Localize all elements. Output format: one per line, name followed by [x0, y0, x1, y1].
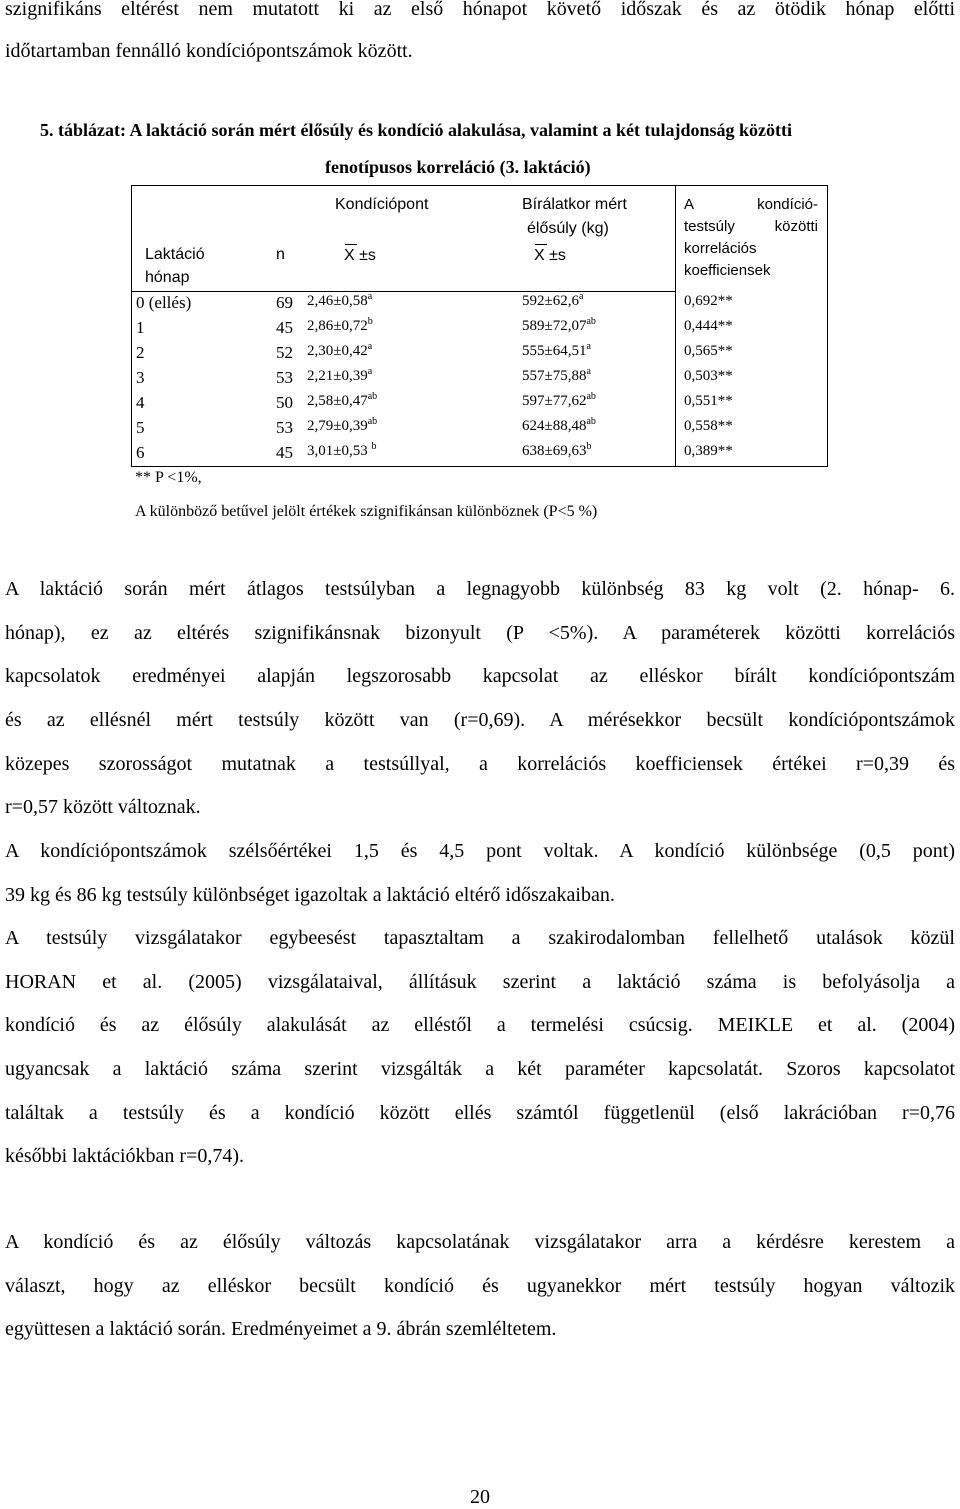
cell-corr: 0,558** [684, 418, 733, 434]
cell-cond: 3,01±0,53 $^b$ [307, 441, 377, 459]
cell-n: 45 [276, 318, 293, 337]
cell-n: 53 [276, 368, 293, 387]
cell-corr: 0,389** [684, 443, 733, 459]
p2-line: A kondíciópontszámok szélsőértékei 1,5 és 4,5 pont voltak. A kondíció különbsége (0,5 pont) [5, 840, 955, 862]
superscript-letter: ab [586, 391, 596, 402]
significance-note: ** P <1%, [135, 469, 202, 486]
header-condition: Kondíciópont [335, 196, 429, 213]
cell-cond: 2,30±0,42$^a$ [307, 341, 373, 359]
header-corr-4: koefficiensek [684, 262, 771, 279]
cell-corr: 0,444** [684, 318, 733, 334]
p4-line: A kondíció és az élősúly változás kapcsolatának vizsgálatakor arra a kérdésre kerestem a [5, 1231, 955, 1253]
cell-month: 4 [136, 393, 145, 412]
superscript-letter: b [586, 441, 592, 452]
superscript-letter: a [367, 341, 373, 352]
p1-line: A laktáció során mért átlagos testsúlyban a legnagyobb különbség 83 kg volt (2. hónap- 6. [5, 578, 955, 600]
cell-n: 69 [276, 293, 293, 312]
cell-n: 45 [276, 443, 293, 462]
p1-line: és az ellésnél mért testsúly között van (r=0,69). A mérésekkor becsült kondíciópontszámok [5, 709, 955, 731]
cell-cond: 2,58±0,47$^{ab}$ [307, 391, 378, 409]
cell-corr: 0,551** [684, 393, 733, 409]
x-bar-condition [345, 244, 357, 245]
p1-line: közepes szorosságot mutatnak a testsúllyal, a korrelációs koefficiensek értékei r=0,39 és [5, 753, 955, 775]
cell-n: 50 [276, 393, 293, 412]
cell-n: 53 [276, 418, 293, 437]
header-weight-2: élősúly (kg) [527, 220, 609, 237]
results-table [131, 185, 828, 467]
cell-n: 52 [276, 343, 293, 362]
cell-corr: 0,565** [684, 343, 733, 359]
header-lactation: Laktáció [145, 246, 205, 263]
header-weight-stat: X ±s [534, 247, 566, 264]
p4-line: választ, hogy az elléskor becsült kondíció és ugyanekkor mért testsúly hogyan változik [5, 1275, 955, 1297]
table-caption-line-1: 5. táblázat: A laktáció során mért élősúly és kondíció alakulása, valamint a két tulajdonság közötti [40, 120, 793, 140]
header-divider [132, 291, 675, 292]
header-month: hónap [145, 269, 190, 286]
superscript-letter: ab [367, 416, 378, 427]
header-corr-1: A kondíció- [684, 196, 818, 213]
superscript-letter: b [371, 441, 377, 452]
letters-note: A különböző betűvel jelölt értékek szignifikánsan különböznek (P<5 %) [135, 503, 598, 520]
p3-line: HORAN et al. (2005) vizsgálataival, állításuk szerint a laktáció száma is befolyásolja a [5, 971, 955, 993]
superscript-letter: ab [586, 316, 596, 327]
intro-line-2: időtartamban fennálló kondíciópontszámok között. [5, 40, 413, 62]
superscript-letter: a [367, 291, 373, 302]
cell-weight: 592±62,6$^a$ [522, 291, 584, 309]
p3-line: kondíció és az élősúly alakulását az elléstől a termelési csúcsig. MEIKLE et al. (2004) [5, 1014, 955, 1036]
p1-line: hónap), ez az eltérés szignifikánsnak bizonyult (P <5%). A paraméterek közötti korrelációs [5, 622, 955, 644]
p4-line: együttesen a laktáció során. Eredményeimet a 9. ábrán szemléltetem. [5, 1318, 557, 1340]
p3-line: későbbi laktációkban r=0,74). [5, 1145, 244, 1167]
p3-line: ugyancsak a laktáció száma szerint vizsgálták a két paraméter kapcsolatát. Szoros kapcsolatot [5, 1058, 955, 1080]
cell-cond: 2,46±0,58$^a$ [307, 291, 373, 309]
cell-weight: 555±64,51$^a$ [522, 341, 591, 359]
table-divider [675, 186, 676, 466]
header-corr-3: korrelációs [684, 240, 757, 257]
header-n: n [276, 246, 285, 263]
cell-month: 2 [136, 343, 145, 362]
p2-line: 39 kg és 86 kg testsúly különbséget igazoltak a laktáció eltérő időszakaiban. [5, 884, 615, 906]
header-corr-2: testsúly közötti [684, 218, 818, 235]
cell-month: 0 (ellés) [136, 293, 192, 312]
intro-line-1: szignifikáns eltérést nem mutatott ki az első hónapot követő időszak és az ötödik hónap előtti [5, 0, 955, 20]
cell-weight: 589±72,07$^{ab}$ [522, 316, 596, 334]
cell-cond: 2,79±0,39$^{ab}$ [307, 416, 378, 434]
cell-cond: 2,21±0,39$^a$ [307, 366, 373, 384]
p1-line: r=0,57 között változnak. [5, 796, 201, 818]
cell-month: 1 [136, 318, 145, 337]
superscript-letter: a [586, 341, 591, 352]
cell-month: 5 [136, 418, 145, 437]
p3-line: találtak a testsúly és a kondíció között ellés számtól függetlenül (első lakrációban r=0,76 [5, 1102, 955, 1124]
cell-weight: 557±75,88$^a$ [522, 366, 591, 384]
cell-corr: 0,692** [684, 293, 733, 309]
x-bar-weight [535, 244, 547, 245]
cell-weight: 597±77,62$^{ab}$ [522, 391, 596, 409]
p1-line: kapcsolatok eredményei alapján legszorosabb kapcsolat az elléskor bírált kondíciópontszám [5, 665, 955, 687]
page-number: 20 [470, 1486, 490, 1508]
superscript-letter: a [367, 366, 373, 377]
table-caption-line-2: fenotípusos korreláció (3. laktáció) [325, 157, 591, 177]
superscript-letter: a [586, 366, 591, 377]
cell-month: 3 [136, 368, 145, 387]
superscript-letter: ab [586, 416, 596, 427]
superscript-letter: ab [367, 391, 378, 402]
cell-weight: 624±88,48$^{ab}$ [522, 416, 596, 434]
cell-month: 6 [136, 443, 145, 462]
header-condition-stat: X ±s [344, 247, 376, 264]
header-weight-1: Bírálatkor mért [522, 196, 627, 213]
p3-line: A testsúly vizsgálatakor egybeesést tapasztaltam a szakirodalomban fellelhető utalások közül [5, 927, 955, 949]
superscript-letter: a [578, 291, 584, 302]
cell-weight: 638±69,63$^b$ [522, 441, 592, 459]
cell-corr: 0,503** [684, 368, 733, 384]
cell-cond: 2,86±0,72$^b$ [307, 316, 373, 334]
superscript-letter: b [367, 316, 373, 327]
